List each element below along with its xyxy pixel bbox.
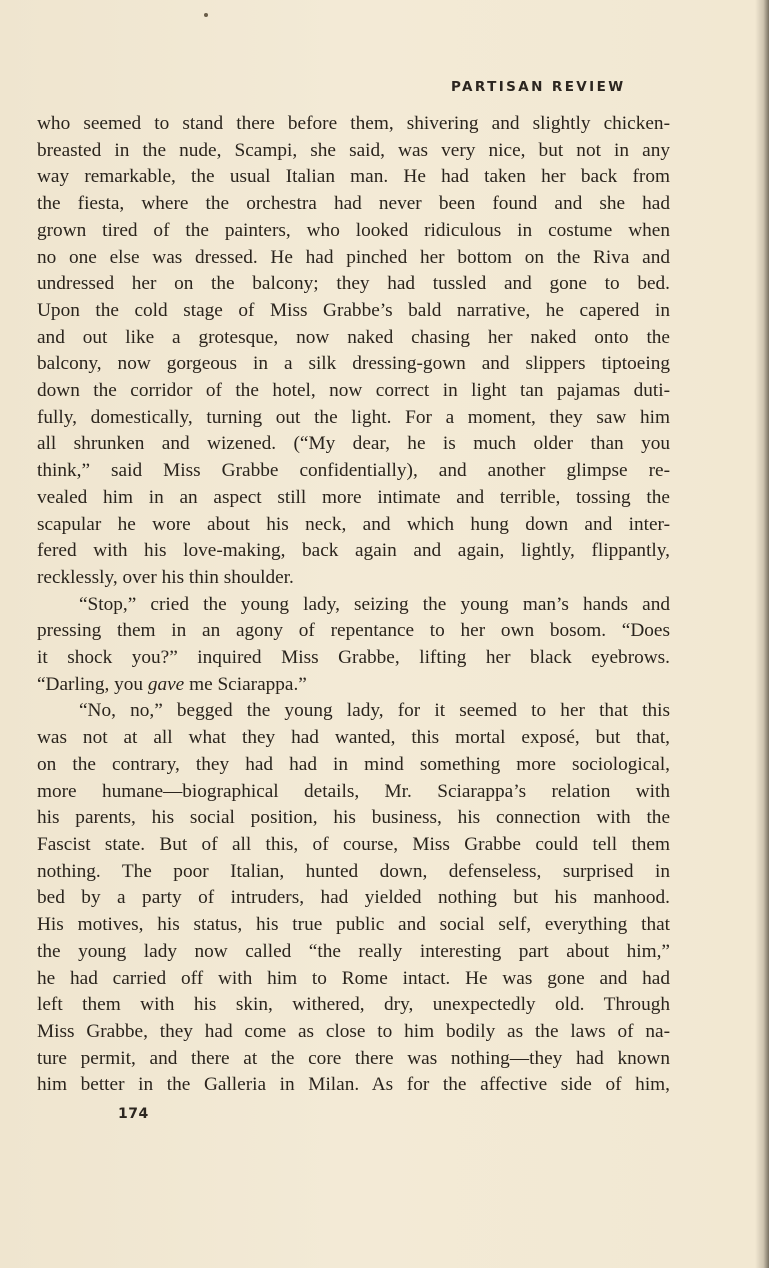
text-segment: “Darling, you xyxy=(37,673,148,695)
text-line: and out like a grotesque, now naked chasing her naked onto the xyxy=(37,326,670,348)
text-line: Miss Grabbe, they had come as close to him bodily as the laws of na- xyxy=(37,1020,670,1042)
text-line: scapular he wore about his neck, and which hung down and inter- xyxy=(37,513,670,535)
text-line: fered with his love-making, back again and again, lightly, flippantly, xyxy=(37,540,670,562)
text-line: all shrunken and wizened. (“My dear, he is much older than you xyxy=(37,433,670,455)
text-line: fully, domestically, turning out the light. For a moment, they saw him xyxy=(37,406,670,428)
text-line: undressed her on the balcony; they had tussled and gone to bed. xyxy=(37,273,670,295)
text-line: nothing. The poor Italian, hunted down, defenseless, surprised in xyxy=(37,860,670,882)
text-line: more humane—biographical details, Mr. Sciarappa’s relation with xyxy=(37,780,670,802)
text-line: Upon the cold stage of Miss Grabbe’s bald narrative, he capered in xyxy=(37,299,670,321)
text-line: he had carried off with him to Rome intact. He was gone and had xyxy=(37,967,670,989)
text-line: pressing them in an agony of repentance to her own bosom. “Does xyxy=(37,620,670,642)
text-line: grown tired of the painters, who looked ridiculous in costume when xyxy=(37,219,670,241)
text-line: it shock you?” inquired Miss Grabbe, lifting her black eyebrows. xyxy=(37,647,670,669)
text-line: way remarkable, the usual Italian man. He had taken her back from xyxy=(37,166,670,188)
text-line: recklessly, over his thin shoulder. xyxy=(37,566,294,588)
emphasis-text: gave xyxy=(147,673,185,695)
running-head: PARTISAN REVIEW xyxy=(451,79,626,95)
page-number: 174 xyxy=(118,1106,149,1122)
text-line: balcony, now gorgeous in a silk dressing-gown and slippers tiptoeing xyxy=(37,353,670,375)
text-line: ture permit, and there at the core there was nothing—they had known xyxy=(37,1047,670,1069)
text-line: think,” said Miss Grabbe confidentially), and another glimpse re- xyxy=(37,460,670,482)
text-line: breasted in the nude, Scampi, she said, was very nice, but not in any xyxy=(37,139,670,161)
text-line: down the corridor of the hotel, now correct in light tan pajamas duti- xyxy=(37,380,670,402)
text-line: vealed him in an aspect still more intimate and terrible, tossing the xyxy=(37,486,670,508)
body-text xyxy=(37,111,670,1099)
text-line: “Stop,” cried the young lady, seizing the young man’s hands and xyxy=(79,593,670,615)
text-line: was not at all what they had wanted, this mortal exposé, but that, xyxy=(37,727,670,749)
text-line: left them with his skin, withered, dry, unexpectedly old. Through xyxy=(37,994,670,1016)
text-line: no one else was dressed. He had pinched her bottom on the Riva and xyxy=(37,246,670,268)
text-line: the young lady now called “the really interesting part about him,” xyxy=(37,940,670,962)
text-line xyxy=(37,672,670,699)
page-edge-shadow xyxy=(755,0,769,1268)
text-line: “No, no,” begged the young lady, for it seemed to her that this xyxy=(79,700,670,722)
ink-speck xyxy=(204,13,208,17)
text-line: his parents, his social position, his business, his connection with the xyxy=(37,807,670,829)
text-line: His motives, his status, his true public and social self, everything that xyxy=(37,914,670,936)
text-line: bed by a party of intruders, had yielded nothing but his manhood. xyxy=(37,887,670,909)
text-line: the fiesta, where the orchestra had never been found and she had xyxy=(37,193,670,215)
text-segment: me Sciarappa.” xyxy=(184,673,307,695)
text-line: who seemed to stand there before them, shivering and slightly chicken- xyxy=(37,113,670,134)
text-line: Fascist state. But of all this, of course, Miss Grabbe could tell them xyxy=(37,833,670,855)
text-line: on the contrary, they had had in mind something more sociological, xyxy=(37,753,670,775)
text-line: him better in the Galleria in Milan. As for the affective side of him, xyxy=(37,1074,670,1096)
